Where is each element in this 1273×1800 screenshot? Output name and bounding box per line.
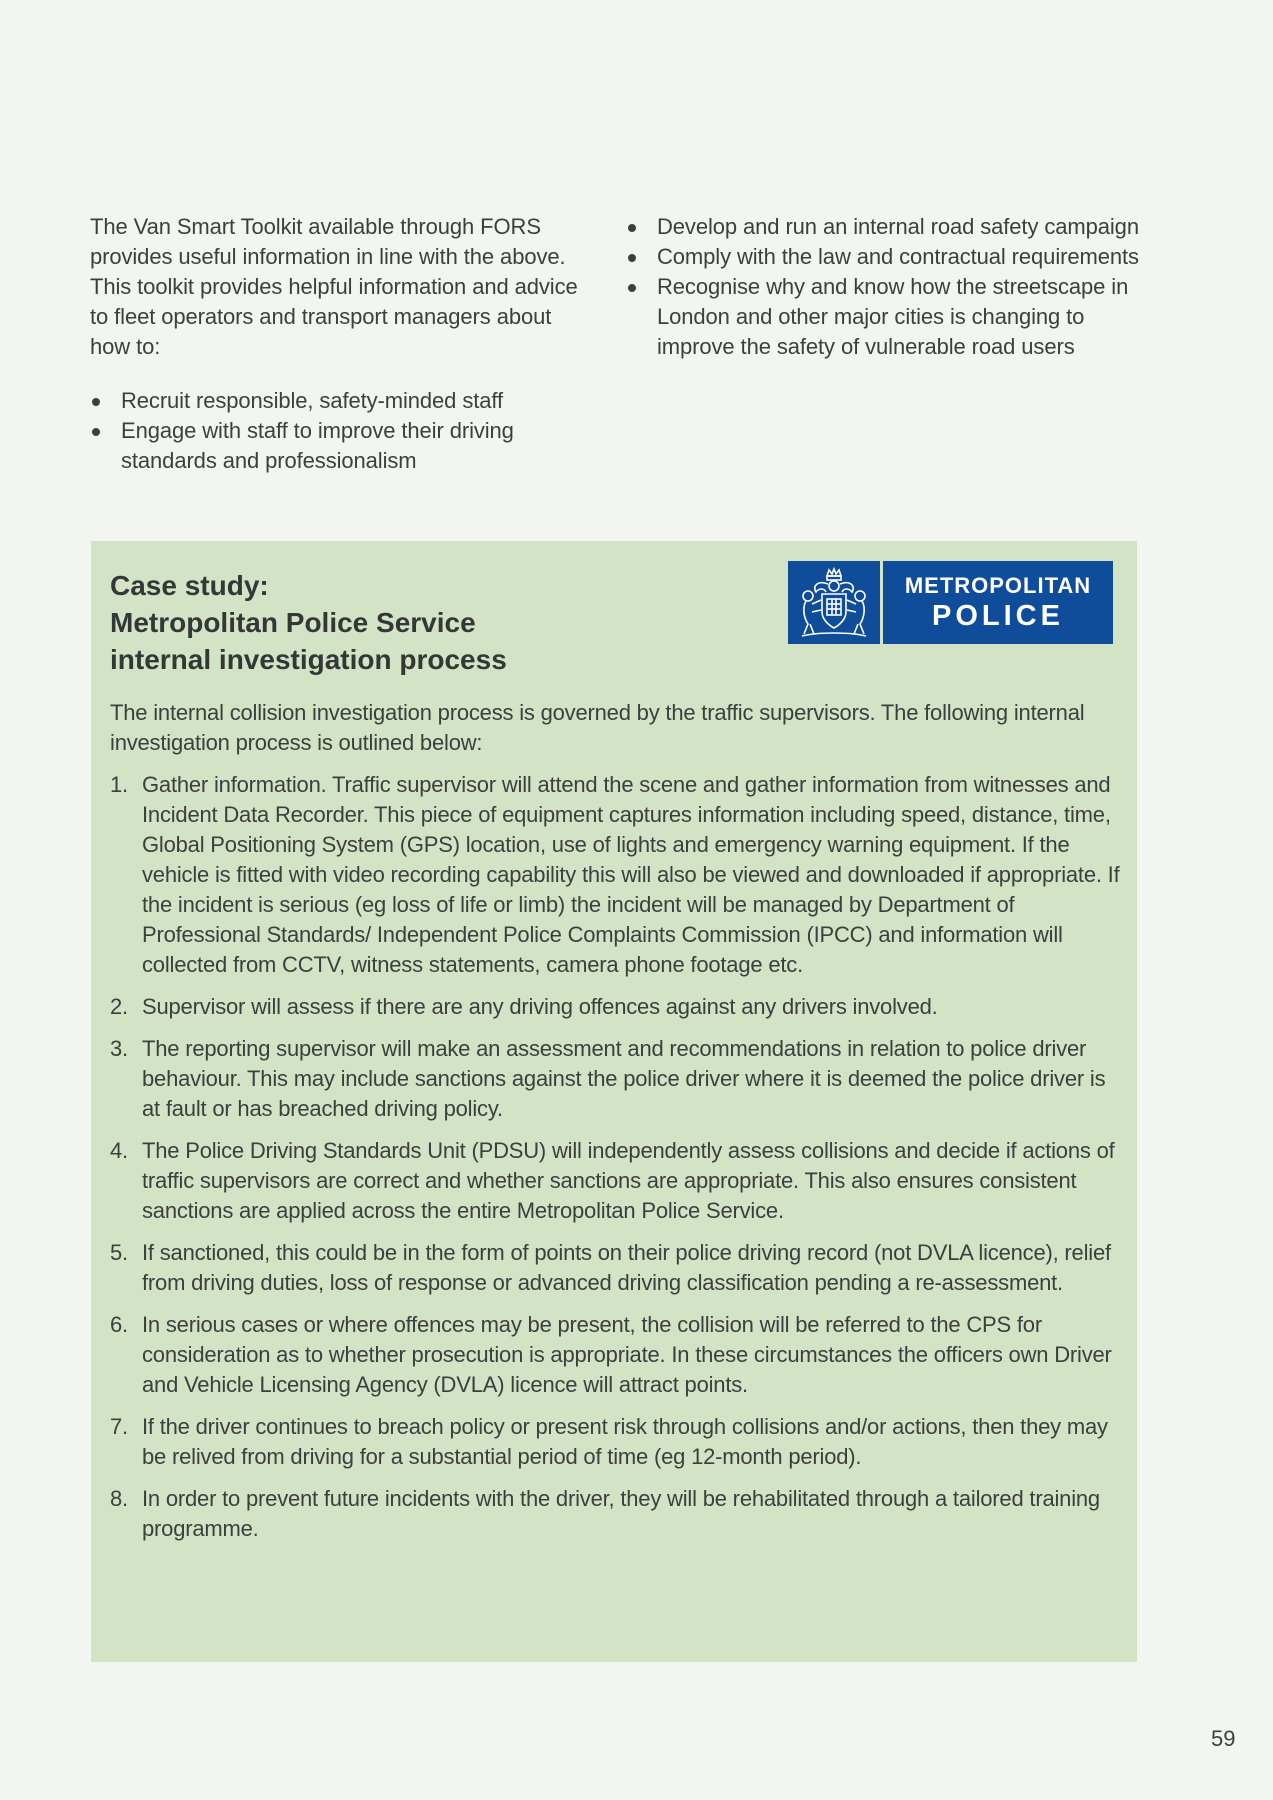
step-text: In order to prevent future incidents with the driver, they will be rehabilitated through a tailored training programme.: [142, 1486, 1100, 1541]
page-number: 59: [1211, 1726, 1236, 1751]
list-item: [110, 1034, 1120, 1124]
step-text: If sanctioned, this could be in the form of points on their police driving record (not DVLA licence), relief from driving duties, loss of response or advanced driving classification pending a re-assessment.: [142, 1240, 1111, 1295]
list-item: [110, 770, 1120, 980]
list-item: [110, 1412, 1120, 1472]
investigation-steps-list: [110, 770, 1120, 1544]
right-bullet-list: [626, 212, 1146, 362]
right-column: [626, 212, 1146, 362]
left-column: [90, 212, 590, 476]
left-bullet-list: [90, 386, 590, 476]
list-item: Recruit responsible, safety-minded staff: [90, 386, 590, 416]
logo-line-police: POLICE: [932, 599, 1064, 632]
step-number: 7.: [110, 1414, 128, 1439]
step-text: The reporting supervisor will make an assessment and recommendations in relation to police driver behaviour. This may include sanctions against the police driver where it is deemed the police driver is at fault or has breached driving policy.: [142, 1036, 1106, 1121]
list-item: [110, 1136, 1120, 1226]
case-study-topic: internal investigation process: [110, 644, 507, 675]
metropolitan-police-logo: [788, 561, 1113, 644]
step-number: 5.: [110, 1240, 128, 1265]
list-item: Engage with staff to improve their driving standards and professionalism: [90, 416, 590, 476]
list-item: [110, 1310, 1120, 1400]
logo-wordmark: [883, 561, 1113, 644]
list-item: [110, 1238, 1120, 1298]
step-number: 3.: [110, 1036, 128, 1061]
step-number: 8.: [110, 1486, 128, 1511]
step-number: 4.: [110, 1138, 128, 1163]
case-study-intro: The internal collision investigation process is governed by the traffic supervisors. The following internal investigation process is outlined below:: [110, 700, 1085, 755]
logo-line-metropolitan: METROPOLITAN: [904, 572, 1092, 598]
list-item: [110, 992, 1120, 1022]
step-text: In serious cases or where offences may be present, the collision will be referred to the CPS for consideration as to whether prosecution is appropriate. In these circumstances the officers own Driver and Vehicle Licensing Agency (DVLA) licence will attract points.: [142, 1312, 1112, 1397]
step-number: 2.: [110, 994, 128, 1019]
list-item: Recognise why and know how the streetscape in London and other major cities is changing to improve the safety of vulnerable road users: [626, 272, 1146, 362]
step-text: Supervisor will assess if there are any driving offences against any drivers involved.: [142, 994, 938, 1019]
case-study-body: [110, 698, 1120, 1556]
step-text: If the driver continues to breach policy or present risk through collisions and/or actions, then they may be relived from driving for a substantial period of time (eg 12-month period).: [142, 1414, 1108, 1469]
case-study-subject: Metropolitan Police Service: [110, 607, 476, 638]
step-text: Gather information. Traffic supervisor will attend the scene and gather information from witnesses and Incident Data Recorder. This piece of equipment captures information including speed, distance, time, Global Positioning System (GPS) location, use of lights and emergency warning equipment. If the vehicle is fitted with video recording capability this will also be viewed and downloaded if appropriate. If the incident is serious (eg loss of life or limb) the incident will be managed by Department of Professional Standards/ Independent Police Complaints Commission (IPCC) and information will collected from CCTV, witness statements, camera phone footage etc.: [142, 772, 1120, 977]
intro-paragraph: The Van Smart Toolkit available through FORS provides useful information in line with the above. This toolkit provides helpful information and advice to fleet operators and transport managers about how to:: [90, 214, 578, 359]
list-item: Develop and run an internal road safety campaign: [626, 212, 1146, 242]
list-item: Comply with the law and contractual requirements: [626, 242, 1146, 272]
case-study-label: Case study:: [110, 570, 269, 601]
police-crest-icon: [788, 561, 880, 644]
step-number: 6.: [110, 1312, 128, 1337]
list-item: [110, 1484, 1120, 1544]
step-text: The Police Driving Standards Unit (PDSU) will independently assess collisions and decide if actions of traffic supervisors are correct and whether sanctions are appropriate. This also ensures consistent sanctions are applied across the entire Metropolitan Police Service.: [142, 1138, 1115, 1223]
step-number: 1.: [110, 772, 128, 797]
case-study-title: [110, 567, 507, 678]
case-study-box: [91, 541, 1137, 1662]
